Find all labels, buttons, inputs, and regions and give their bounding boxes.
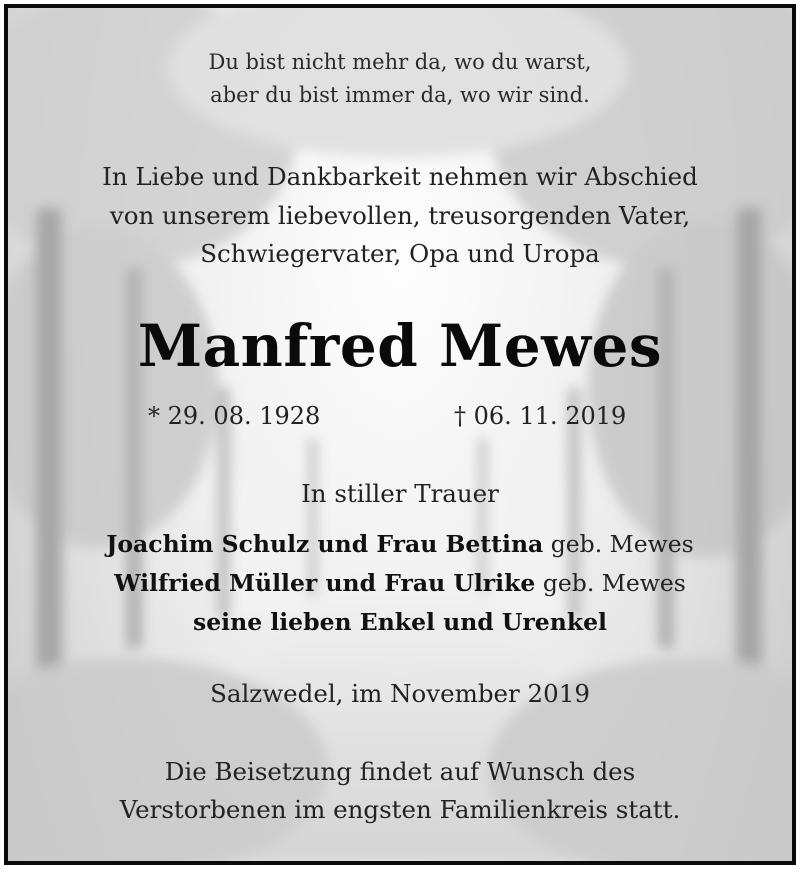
- verse-line: Du bist nicht mehr da, wo du warst,: [208, 50, 592, 74]
- mourner-line: [8, 603, 792, 642]
- obituary-card: [4, 4, 796, 865]
- verse-line: aber du bist immer da, wo wir sind.: [210, 83, 590, 107]
- farewell-line: Schwiegervater, Opa und Uropa: [200, 239, 600, 268]
- farewell-text: [8, 158, 792, 274]
- maiden-name: geb. Mewes: [543, 530, 694, 558]
- farewell-line: von unserem liebevollen, treusorgenden Vater,: [109, 200, 691, 230]
- mourner-line: [8, 564, 792, 603]
- death-date: † 06. 11. 2019: [454, 402, 627, 430]
- place-and-date: Salzwedel, im November 2019: [210, 679, 590, 708]
- farewell-line: In Liebe und Dankbarkeit nehmen wir Abschied: [102, 162, 698, 191]
- mourner-line: [8, 525, 792, 564]
- mourner-names: seine lieben Enkel und Urenkel: [193, 608, 607, 636]
- mourners-list: [8, 525, 792, 642]
- notice-line: Verstorbenen im engsten Familienkreis statt.: [119, 795, 681, 824]
- deceased-name: Manfred Mewes: [137, 312, 663, 380]
- burial-notice: [8, 753, 792, 829]
- mourning-heading: In stiller Trauer: [301, 479, 499, 508]
- maiden-name: geb. Mewes: [535, 569, 686, 597]
- birth-date: * 29. 08. 1928: [148, 402, 321, 430]
- mourner-names: Wilfried Müller und Frau Ulrike: [114, 569, 536, 597]
- obituary-text: [8, 8, 792, 861]
- verse: [8, 46, 792, 112]
- mourner-names: Joachim Schulz und Frau Bettina: [106, 530, 544, 558]
- notice-line: Die Beisetzung findet auf Wunsch des: [164, 757, 636, 786]
